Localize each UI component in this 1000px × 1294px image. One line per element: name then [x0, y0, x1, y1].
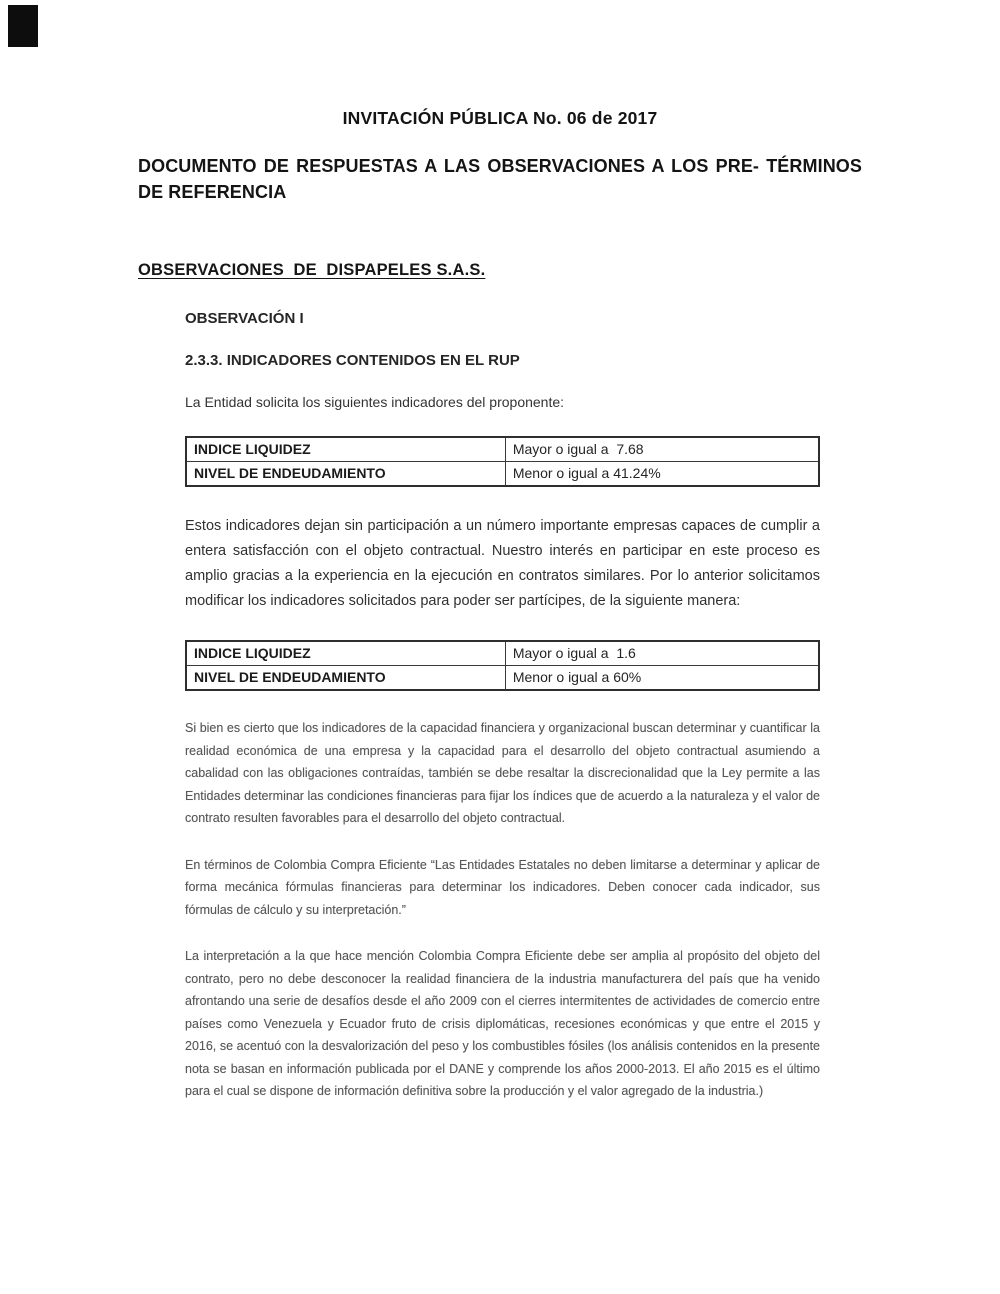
indicator-name-cell: INDICE LIQUIDEZ [186, 437, 505, 462]
paragraph-argument-2: En términos de Colombia Compra Eficiente “Las Entidades Estatales no deben limitarse a determinar y aplicar de forma mecánica fórmulas financieras para determinar los indicadores. Deben conocer cada indicador, sus fórmulas de cálculo y su interpretación.” [185, 857, 820, 917]
observation-block [185, 310, 820, 1103]
indicator-name-cell: NIVEL DE ENDEUDAMIENTO [186, 666, 505, 691]
table-row [186, 666, 819, 691]
indicator-value-cell: Menor o igual a 41.24% [505, 462, 819, 487]
intro-text: La Entidad solicita los siguientes indicadores del proponente: [185, 394, 565, 410]
observation-subheading: 2.3.3. INDICADORES CONTENIDOS EN EL RUP [185, 352, 520, 369]
indicator-name-cell: NIVEL DE ENDEUDAMIENTO [186, 462, 505, 487]
document-title: INVITACIÓN PÚBLICA No. 06 de 2017 [342, 108, 658, 128]
paragraph-argument-3: La interpretación a la que hace mención Colombia Compra Eficiente debe ser amplia al propósito del objeto del contrato, pero no debe desconocer la realidad financiera de la industria manufacturera del país que ha venido afrontando una serie de desafíos desde el año 2009 con el cierres intermitentes de actividades de comercio entre países como Venezuela y Ecuador fruto de crisis diplomáticas, recesiones económicas y que entre el 2015 y 2016, se acentuó con la desvalorización del peso y los combustibles fósiles (los análisis contenidos en la presente nota se basan en información publicada por el DANE y comprende los años 2000-2013. El año 2015 es el último para el cual se dispone de información definitiva sobre la producción y el valor agregado de la industria.) [185, 949, 820, 1098]
indicator-value-cell: Mayor o igual a 1.6 [505, 641, 819, 666]
document-subtitle: DOCUMENTO DE RESPUESTAS A LAS OBSERVACIONES A LOS PRE- TÉRMINOS DE REFERENCIA [138, 156, 862, 202]
paragraph-argument-1: Si bien es cierto que los indicadores de la capacidad financiera y organizacional buscan determinar y cuantificar la realidad económica de una empresa y la capacidad para el desarrollo del objeto contractual asumiendo a cabalidad con las obligaciones contraídas, también se debe resaltar la discrecionalidad que la Ley permite a las Entidades determinar las condiciones financieras para fijar los índices que de acuerdo a la naturaleza y el valor de contrato resulten favorables para el desarrollo del objeto contractual. [185, 721, 820, 825]
observation-heading: OBSERVACIÓN I [185, 310, 304, 327]
indicators-table-original [185, 436, 820, 487]
table-row [186, 641, 819, 666]
observations-section-heading: OBSERVACIONES DE DISPAPELES S.A.S. [138, 261, 486, 279]
table-row [186, 462, 819, 487]
indicator-name-cell: INDICE LIQUIDEZ [186, 641, 505, 666]
scan-artifact-square [8, 5, 38, 47]
indicator-value-cell: Menor o igual a 60% [505, 666, 819, 691]
table-row [186, 437, 819, 462]
paragraph-modification-request: Estos indicadores dejan sin participación a un número importante empresas capaces de cumplir a entera satisfacción con el objeto contractual. Nuestro interés en participar en este proceso es amplio gracias a la experiencia en la ejecución en contratos similares. Por lo anterior solicitamos modificar los indicadores solicitados para poder ser partícipes, de la siguiente manera: [185, 518, 820, 609]
indicators-table-proposed [185, 640, 820, 691]
indicator-value-cell: Mayor o igual a 7.68 [505, 437, 819, 462]
